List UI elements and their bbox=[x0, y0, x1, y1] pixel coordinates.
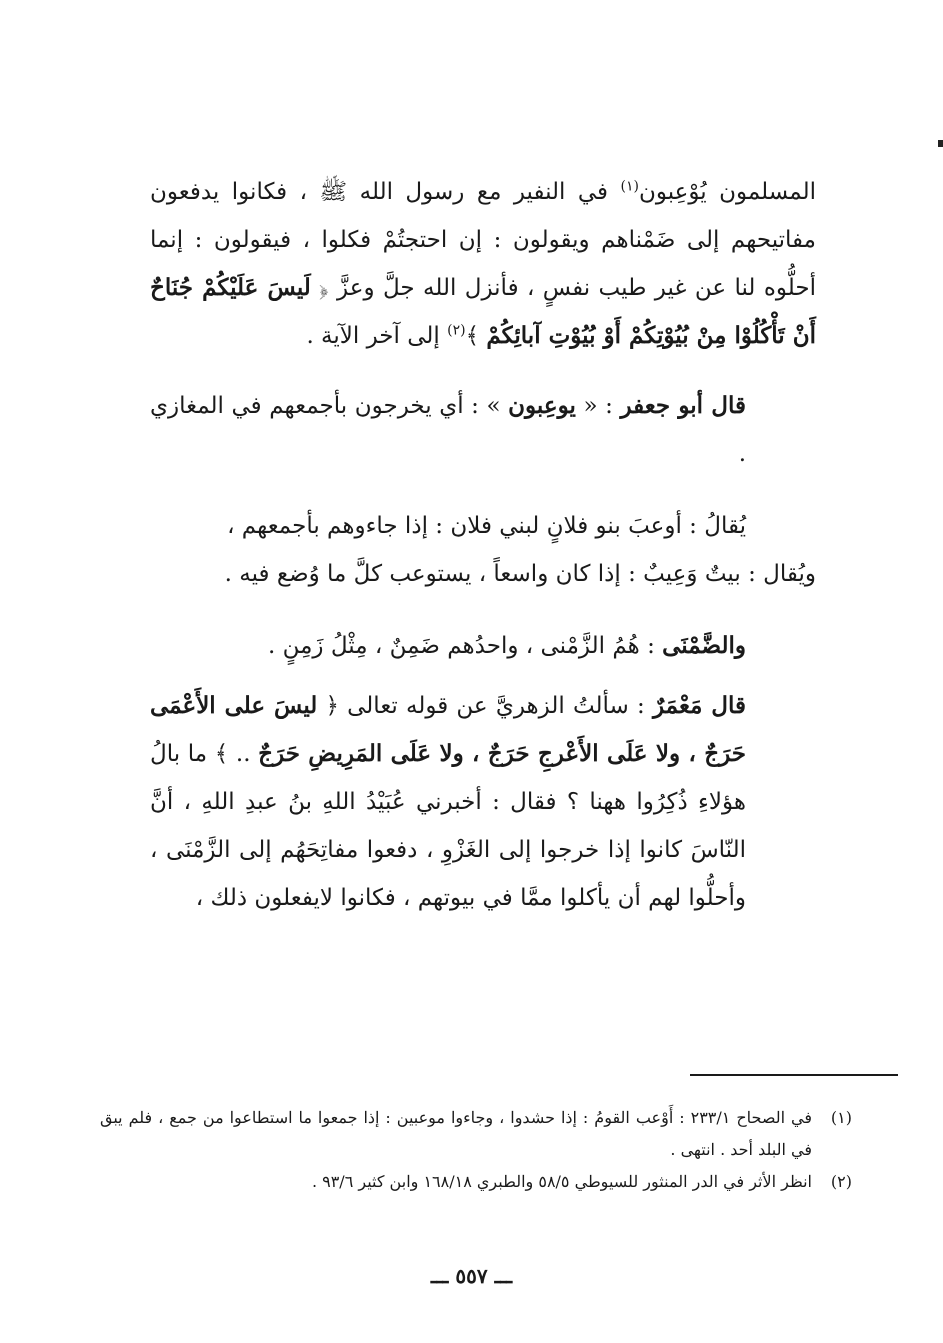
paragraph-2-text bbox=[150, 382, 816, 478]
glossed-term: والضَّمْنَى bbox=[662, 632, 746, 659]
page-edge-mark bbox=[938, 140, 943, 147]
footnotes bbox=[100, 1102, 852, 1198]
text-span: في النفير مع رسول الله ﷺ ، فكانوا يدفعون مفاتيحهم إلى ضَمْناهم ويقولون : إن احتجتُمْ فكلوا ، فيقولون : إنما أحلُّوه لنا عن غير طيب نفسٍ ، فأنزل الله جلَّ وعزَّ ﴿ bbox=[150, 179, 817, 301]
text-span: : سألتُ الزهريَّ عن قوله تعالى ﴿ bbox=[317, 693, 653, 719]
footnote-ref-2: (٢) bbox=[447, 322, 466, 339]
paragraph-2 bbox=[150, 382, 816, 478]
text-span: : هُمُ الزَّمْنى ، واحدُهم ضَمِنٌ ، مِثْلُ زَمِنٍ . bbox=[267, 633, 663, 659]
quran-verse: لَيسَ عَلَيْكُمْ جُنَاحٌ أَنْ تَأْكُلُوْا مِنْ بُيُوْتِكُمْ أَوْ بُيُوْتِ آبائِكُمْ bbox=[150, 274, 816, 349]
text-span: » : أي يخرجون بأجمعهم في المغازي . bbox=[150, 393, 746, 467]
footnote-ref-1: (١) bbox=[620, 178, 639, 195]
footnote-text: انظر الأثر في الدر المنثور للسيوطي ٥٨/٥ والطبري ١٦٨/١٨ وابن كثير ٩٣/٦ . bbox=[311, 1172, 812, 1191]
text-span: المسلمون يُوْعِبون bbox=[638, 179, 816, 205]
text-span: ﴾ bbox=[465, 323, 487, 349]
paragraph-5 bbox=[150, 682, 816, 922]
paragraph-3-line-2: ويُقال : بيتٌ وَعِيبٌ : إذا كان واسعاً ، يستوعب كلَّ ما وُضع فيه . bbox=[224, 561, 816, 587]
text-span: : « bbox=[575, 393, 621, 419]
paragraph-4 bbox=[150, 622, 816, 670]
paragraph-1-text bbox=[150, 168, 816, 360]
text-span: .. ﴾ ما بالُ هؤلاءِ ذُكِرُوا ههنا ؟ فقال : أخبرني عُبَيْدُ اللهِ بنُ عبدِ اللهِ ، أنَّ النّاسَ كانوا إذا خرجوا إلى الغَزْوِ ، دفعوا مفاتِحَهُم إلى الزَّمْنَى ، وأحلُّوا لهم أن يأكلوا ممَّا في بيوتهم ، فكانوا لايفعلون ذلك ، bbox=[150, 741, 746, 911]
footnote-separator bbox=[690, 1074, 898, 1076]
paragraph-3 bbox=[150, 502, 816, 598]
footnote-1 bbox=[100, 1102, 852, 1166]
footnote-2 bbox=[100, 1166, 852, 1198]
speaker-name: قال مَعْمَرٌ bbox=[652, 692, 746, 719]
paragraph-4-text bbox=[150, 622, 816, 670]
page-number: ـــ ٥٥٧ ـــ bbox=[430, 1264, 513, 1288]
footnote-number: (١) bbox=[830, 1108, 852, 1127]
paragraph-5-text bbox=[150, 682, 816, 922]
footnote-number: (٢) bbox=[830, 1172, 852, 1191]
quran-verse: ليسَ على الأَعْمَى حَرَجٌ ، ولا عَلَى الأَعْرجِ حَرَجٌ ، ولا عَلَى المَرِيضِ حَرَجٌ bbox=[150, 692, 746, 767]
paragraph-1 bbox=[150, 168, 816, 360]
speaker-name: قال أبو جعفر bbox=[620, 392, 746, 419]
text-span: إلى آخر الآية . bbox=[306, 323, 448, 349]
paragraph-3-line-1: يُقالُ : أوعبَ بنو فلانٍ لبني فلان : إذا جاءوهم بأجمعهم ، bbox=[227, 513, 746, 539]
glossed-word: يوعِبون bbox=[508, 392, 576, 419]
footnote-text: في الصحاح ٢٣٣/١ : أَوْعب القومُ : إذا حشدوا ، وجاءوا موعبين : إذا جمعوا ما استطاعوا من جمع ، فلم يبق في البلد أحد . انتهى . bbox=[100, 1108, 812, 1159]
